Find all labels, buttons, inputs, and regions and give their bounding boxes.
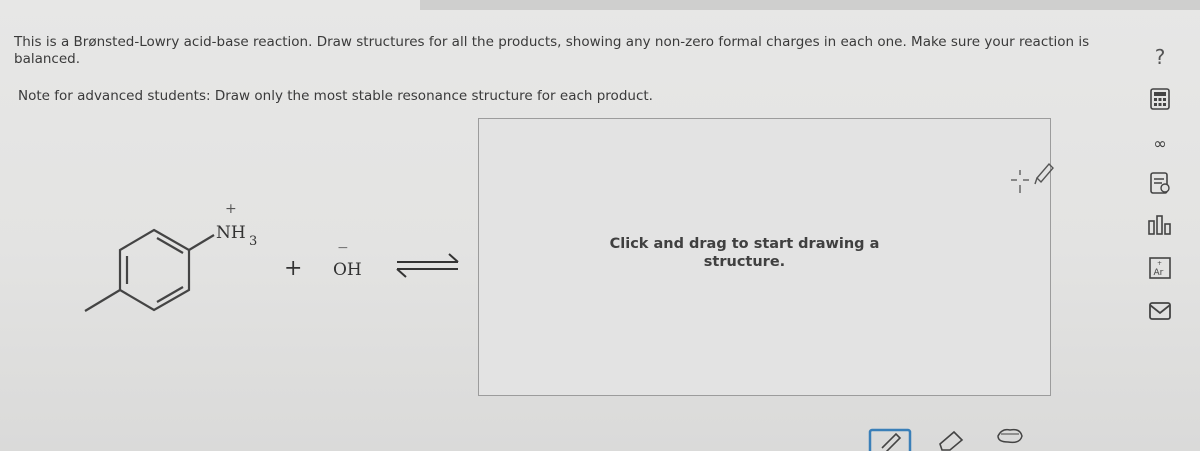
canvas-tools <box>1005 158 1055 198</box>
reactant1-charge: + <box>225 201 237 217</box>
svg-text:+: + <box>1157 260 1163 267</box>
infinity-icon[interactable]: ∞ <box>1153 133 1167 153</box>
plus-sign: + <box>284 256 303 281</box>
equilibrium-arrow <box>397 254 458 277</box>
mail-icon[interactable] <box>1136 298 1184 324</box>
pencil-icon[interactable] <box>870 430 910 451</box>
calculator-icon[interactable] <box>1136 86 1184 112</box>
reactant1-group: NH <box>216 223 246 243</box>
right-toolbar <box>1136 0 1200 451</box>
help-label: ? <box>1154 45 1166 69</box>
report-icon[interactable] <box>1136 170 1184 196</box>
benzylammonium-structure <box>85 230 214 311</box>
periodic-table-icon[interactable] <box>1136 255 1184 281</box>
drawing-canvas[interactable] <box>478 118 1051 396</box>
question-note: Note for advanced students: Draw only the most stable resonance structure for each product. <box>18 88 653 104</box>
eraser-icon[interactable] <box>940 432 962 450</box>
bottom-toolbar <box>860 416 1060 451</box>
methyl-bond <box>85 290 120 311</box>
reactant2-charge: − <box>337 240 349 256</box>
reactant1-subscript: 3 <box>249 234 258 249</box>
reactant2-formula: OH <box>333 260 362 280</box>
periodic-label: Ar <box>1153 268 1164 278</box>
canvas-message: Click and drag to start drawing a structure. <box>609 236 880 270</box>
help-icon[interactable] <box>1136 44 1184 70</box>
reaction-scheme <box>0 0 480 451</box>
lasso-icon[interactable] <box>998 430 1022 443</box>
top-bar <box>420 0 1200 10</box>
charge-tool-icon[interactable] <box>1011 170 1029 193</box>
pencil-draw-icon[interactable] <box>1035 164 1053 184</box>
bar-chart-icon[interactable] <box>1136 212 1184 238</box>
ch2-bond-1 <box>189 235 214 250</box>
question-prompt: This is a Brønsted-Lowry acid-base reaction. Draw structures for all the products, showing any non-zero formal charges in each one. Make sure your reaction is balanced. <box>14 34 1090 67</box>
benzene-ring <box>120 230 189 310</box>
